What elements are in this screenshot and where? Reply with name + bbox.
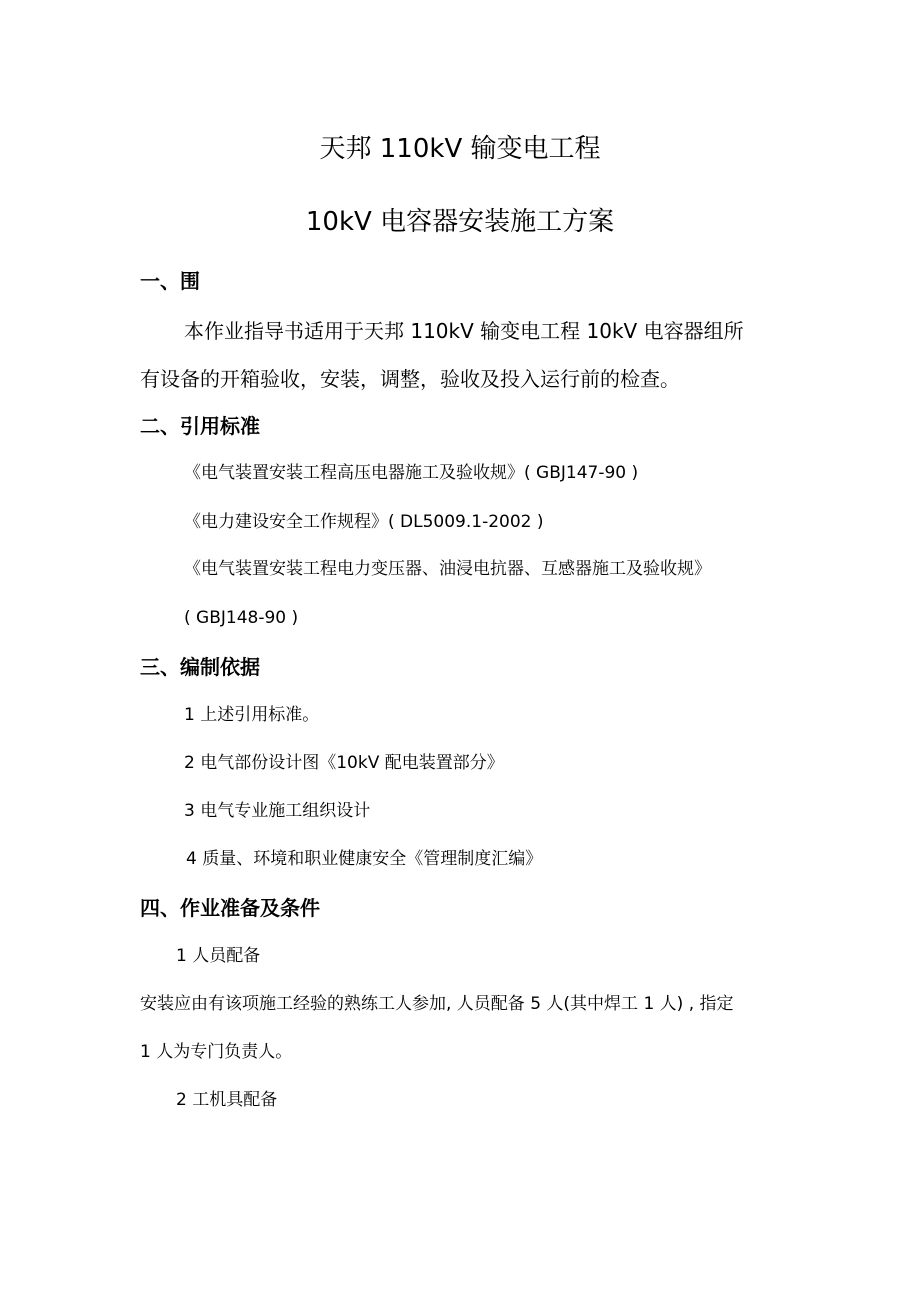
section-heading-basis: 三、编制依据 bbox=[140, 655, 260, 679]
document-title-line2: 10kV 电容器安装施工方案 bbox=[305, 207, 615, 237]
subheading-tools: 2 工机具配备 bbox=[176, 1090, 278, 1110]
reference-item: 《电气装置安装工程电力变压器、油浸电抗器、互感器施工及验收规》 bbox=[184, 559, 711, 579]
basis-item: 1 上述引用标准。 bbox=[184, 705, 320, 725]
reference-item: 《电力建设安全工作规程》( DL5009.1-2002 ) bbox=[184, 512, 544, 532]
reference-item-continuation: ( GBJ148-90 ) bbox=[184, 608, 299, 628]
scope-paragraph-line1: 本作业指导书适用于天邦 110kV 输变电工程 10kV 电容器组所 bbox=[184, 319, 744, 343]
section-heading-references: 二、引用标准 bbox=[140, 414, 260, 438]
staffing-text-line2: 1 人为专门负责人。 bbox=[140, 1042, 293, 1062]
document-title-line1: 天邦 110kV 输变电工程 bbox=[319, 134, 601, 164]
basis-item: 4 质量、环境和职业健康安全《管理制度汇编》 bbox=[186, 849, 543, 869]
staffing-text-line1: 安装应由有该项施工经验的熟练工人参加, 人员配备 5 人(其中焊工 1 人) , 指定 bbox=[140, 994, 734, 1014]
subheading-staffing: 1 人员配备 bbox=[176, 946, 261, 966]
scope-paragraph-line2: 有设备的开箱验收，安装，调整，验收及投入运行前的检查。 bbox=[140, 367, 680, 391]
reference-item: 《电气装置安装工程高压电器施工及验收规》( GBJ147-90 ) bbox=[184, 463, 639, 483]
section-heading-scope: 一、围 bbox=[140, 269, 200, 293]
basis-item: 2 电气部份设计图《10kV 配电装置部分》 bbox=[184, 753, 504, 773]
basis-item: 3 电气专业施工组织设计 bbox=[184, 801, 371, 821]
section-heading-preparation: 四、作业准备及条件 bbox=[140, 896, 320, 920]
